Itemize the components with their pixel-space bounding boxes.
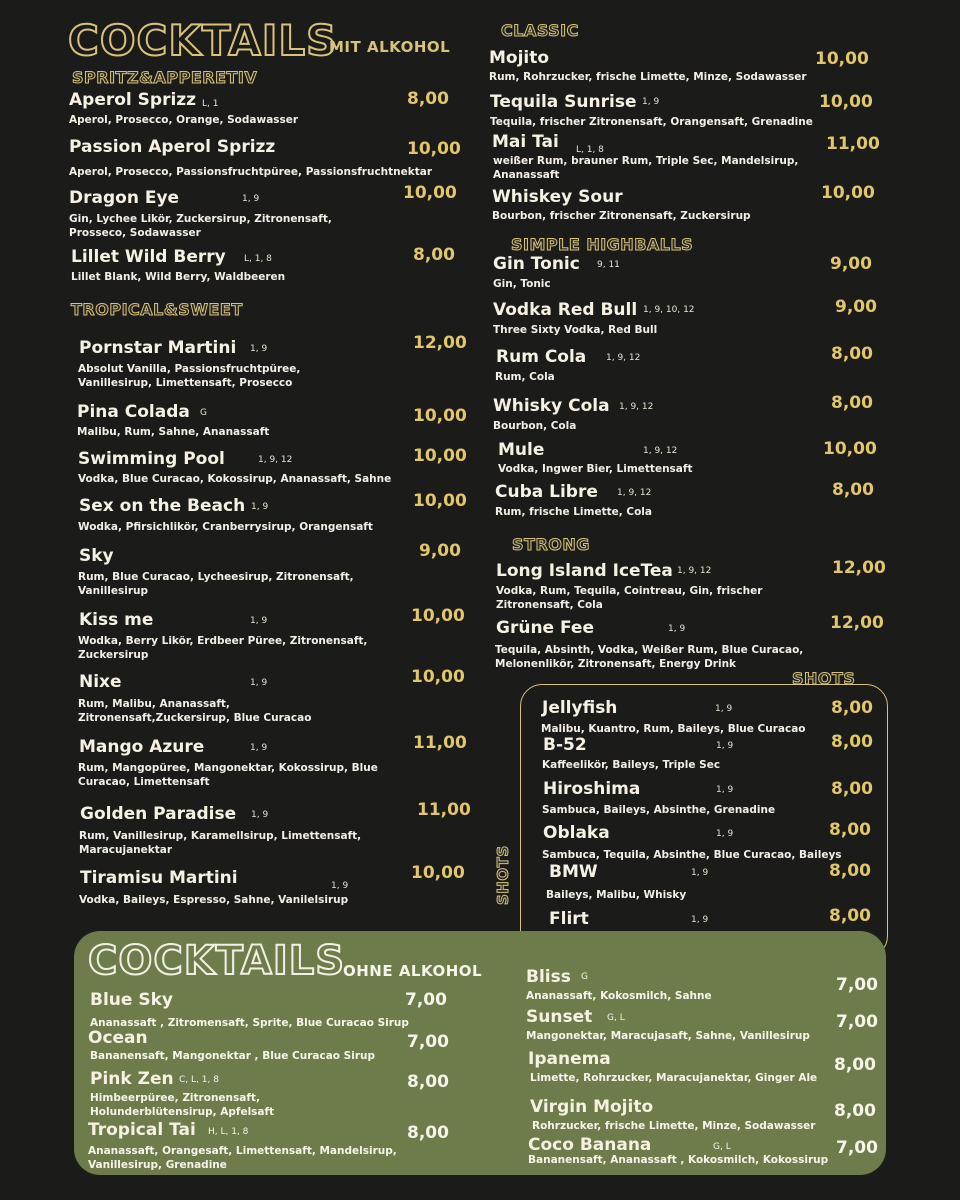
item-name: Ocean <box>88 1028 148 1048</box>
item-price: 8,00 <box>407 1072 449 1092</box>
item-name: BMW <box>549 862 598 882</box>
item-ingredients: Three Sixty Vodka, Red Bull <box>493 324 658 336</box>
item-ingredients: Bananensaft, Mangonektar , Blue Curacao Sirup <box>90 1050 375 1062</box>
item-name: Bliss <box>526 967 571 987</box>
item-ingredients: Bourbon, Cola <box>493 420 577 432</box>
item-ingredients: Mangonektar, Maracujasaft, Sahne, Vanillesirup <box>526 1030 810 1042</box>
item-name: Swimming Pool <box>78 449 225 469</box>
item-codes: 1, 9 <box>642 97 660 107</box>
item-price: 7,00 <box>836 975 878 995</box>
item-price: 10,00 <box>823 439 877 459</box>
item-price: 8,00 <box>834 1101 876 1121</box>
item-name: Tequila Sunrise <box>490 92 637 112</box>
item-codes: 1, 9 <box>668 624 686 634</box>
item-ingredients: Vodka, Ingwer Bier, Limettensaft <box>498 463 693 475</box>
item-codes: 1, 9, 12 <box>606 353 641 363</box>
menu-subtitle: MIT ALKOHOL <box>329 38 451 56</box>
item-ingredients: Lillet Blank, Wild Berry, Waldbeeren <box>71 271 286 283</box>
item-name: Nixe <box>79 672 122 692</box>
item-price: 7,00 <box>836 1138 878 1158</box>
item-codes: G, L <box>607 1013 625 1023</box>
item-ingredients: Gin, Lychee Likör, Zuckersirup, Zitronensaft, Prosseco, Sodawasser <box>69 213 332 239</box>
item-name: Long Island IceTea <box>496 561 673 581</box>
item-codes: 1, 9, 12 <box>677 566 712 576</box>
item-price: 8,00 <box>829 820 871 840</box>
item-codes: 1, 9, 12 <box>258 455 293 465</box>
item-price: 11,00 <box>413 733 467 753</box>
item-name: Cuba Libre <box>495 482 598 502</box>
item-name: Kiss me <box>79 610 154 630</box>
item-codes: 1, 9 <box>250 678 268 688</box>
item-ingredients: Ananassaft, Orangesaft, Limettensaft, Mandelsirup, Vanillesirup, Grenadine <box>88 1145 397 1171</box>
item-price: 9,00 <box>835 297 877 317</box>
item-ingredients: Malibu, Kuantro, Rum, Baileys, Blue Curacao <box>541 723 806 735</box>
item-price: 10,00 <box>403 183 457 203</box>
item-name: Whiskey Sour <box>492 187 623 207</box>
item-codes: 1, 9 <box>331 881 349 891</box>
item-codes: H, L, 1, 8 <box>208 1127 249 1137</box>
item-ingredients: Wodka, Pfirsichlikör, Cranberrysirup, Orangensaft <box>78 521 373 533</box>
item-price: 8,00 <box>831 779 873 799</box>
item-codes: 1, 9 <box>250 616 268 626</box>
item-ingredients: weißer Rum, brauner Rum, Triple Sec, Mandelsirup, Ananassaft <box>493 155 799 181</box>
item-name: Pornstar Martini <box>79 338 237 358</box>
item-ingredients: Bourbon, frischer Zitronensaft, Zuckersirup <box>492 210 751 222</box>
item-name: Mule <box>498 440 545 460</box>
alcohol-free-subtitle: OHNE ALKOHOL <box>343 962 483 980</box>
item-codes: 9, 11 <box>597 260 620 270</box>
item-codes: 1, 9 <box>716 785 734 795</box>
item-ingredients: Rum, Mangopüree, Mangonektar, Kokossirup, Blue Curacao, Limettensaft <box>78 762 378 788</box>
item-name: Whisky Cola <box>493 396 610 416</box>
section-spritz: SPRITZ&APPERETIV <box>72 68 258 87</box>
item-codes: L, 1 <box>202 99 219 109</box>
item-name: Vodka Red Bull <box>493 300 638 320</box>
item-price: 8,00 <box>831 344 873 364</box>
item-ingredients: Vodka, Baileys, Espresso, Sahne, Vanilelsirup <box>79 894 349 906</box>
item-price: 11,00 <box>417 800 471 820</box>
item-ingredients: Kaffeelikör, Baileys, Triple Sec <box>542 759 721 771</box>
item-name: Mojito <box>489 48 550 68</box>
item-price: 8,00 <box>831 393 873 413</box>
item-ingredients: Bananensaft, Ananassaft , Kokosmilch, Kokossirup <box>528 1154 829 1166</box>
item-price: 8,00 <box>829 861 871 881</box>
item-price: 10,00 <box>411 863 465 883</box>
item-codes: L, 1, 8 <box>244 254 272 264</box>
item-price: 8,00 <box>407 1123 449 1143</box>
item-name: Hiroshima <box>543 779 641 799</box>
item-price: 10,00 <box>411 667 465 687</box>
item-name: B-52 <box>543 735 587 755</box>
item-name: Blue Sky <box>90 990 173 1010</box>
item-ingredients: Limette, Rohrzucker, Maracujanektar, Ginger Ale <box>530 1072 818 1084</box>
item-ingredients: Rum, Cola <box>495 371 555 383</box>
item-name: Tiramisu Martini <box>80 868 238 888</box>
item-codes: G <box>581 972 588 982</box>
item-ingredients: Tequila, frischer Zitronensaft, Orangensaft, Grenadine <box>490 116 813 128</box>
item-ingredients: Aperol, Prosecco, Passionsfruchtpüree, Passionsfruchtnektar <box>69 166 433 178</box>
item-price: 7,00 <box>407 1032 449 1052</box>
section-highballs: SIMPLE HIGHBALLS <box>511 235 694 254</box>
item-ingredients: Rum, Rohrzucker, frische Limette, Minze, Sodawasser <box>489 71 807 83</box>
section-strong: STRONG <box>512 535 590 554</box>
item-ingredients: Aperol, Prosecco, Orange, Sodawasser <box>69 114 299 126</box>
item-price: 8,00 <box>832 480 874 500</box>
item-price: 10,00 <box>821 183 875 203</box>
item-price: 9,00 <box>419 541 461 561</box>
item-name: Ipanema <box>528 1049 611 1069</box>
item-price: 7,00 <box>836 1012 878 1032</box>
item-name: Golden Paradise <box>80 804 237 824</box>
item-price: 12,00 <box>832 558 886 578</box>
item-codes: C, L, 1, 8 <box>179 1075 219 1085</box>
item-codes: 1, 9 <box>251 810 269 820</box>
item-price: 12,00 <box>830 613 884 633</box>
item-name: Pina Colada <box>77 402 190 422</box>
item-ingredients: Wodka, Berry Likör, Erdbeer Püree, Zitronensaft, Zuckersirup <box>78 635 368 661</box>
item-name: Mai Tai <box>492 132 559 152</box>
section-classic: CLASSIC <box>501 21 579 40</box>
menu-title: COCKTAILS <box>68 16 338 65</box>
item-name: Sunset <box>526 1007 593 1027</box>
item-codes: 1, 9 <box>251 502 269 512</box>
item-name: Aperol Sprizz <box>69 90 197 110</box>
item-price: 8,00 <box>407 89 449 109</box>
item-name: Dragon Eye <box>69 188 180 208</box>
item-price: 10,00 <box>819 92 873 112</box>
item-name: Virgin Mojito <box>530 1097 654 1117</box>
item-codes: 1, 9, 10, 12 <box>643 305 695 315</box>
item-codes: 1, 9 <box>715 704 733 714</box>
item-name: Mango Azure <box>79 737 205 757</box>
item-price: 8,00 <box>413 245 455 265</box>
item-price: 8,00 <box>831 732 873 752</box>
item-codes: G, L <box>713 1142 731 1152</box>
item-ingredients: Ananassaft , Zitromensaft, Sprite, Blue Curacao Sirup <box>90 1017 409 1029</box>
section-shots: SHOTS <box>792 669 856 688</box>
item-price: 8,00 <box>829 906 871 926</box>
item-price: 10,00 <box>815 49 869 69</box>
item-ingredients: Sambuca, Baileys, Absinthe, Grenadine <box>542 804 776 816</box>
item-codes: 1, 9, 12 <box>617 488 652 498</box>
item-price: 8,00 <box>831 698 873 718</box>
item-codes: 1, 9 <box>250 344 268 354</box>
item-name: Oblaka <box>543 823 610 843</box>
item-name: Gin Tonic <box>493 254 580 274</box>
item-codes: 1, 9 <box>250 743 268 753</box>
item-price: 10,00 <box>413 446 467 466</box>
item-price: 8,00 <box>834 1055 876 1075</box>
item-ingredients: Tequila, Absinth, Vodka, Weißer Rum, Blue Curacao, Melonenlikör, Zitronensaft, Energy Drink <box>495 644 804 670</box>
item-codes: 1, 9, 12 <box>619 402 654 412</box>
item-ingredients: Sambuca, Tequila, Absinthe, Blue Curacao, Baileys <box>542 849 842 861</box>
item-codes: G <box>200 408 207 418</box>
item-ingredients: Vodka, Blue Curacao, Kokossirup, Ananassaft, Sahne <box>78 473 392 485</box>
item-name: Pink Zen <box>90 1069 174 1089</box>
item-price: 12,00 <box>413 333 467 353</box>
item-name: Sex on the Beach <box>79 496 246 516</box>
item-codes: 1, 9 <box>691 868 709 878</box>
item-price: 10,00 <box>411 606 465 626</box>
item-name: Rum Cola <box>496 347 587 367</box>
item-codes: L, 1, 8 <box>576 145 604 155</box>
item-ingredients: Baileys, Malibu, Whisky <box>546 889 687 901</box>
item-name: Sky <box>79 546 114 566</box>
item-price: 9,00 <box>830 254 872 274</box>
item-ingredients: Rum, frische Limette, Cola <box>495 506 652 518</box>
item-codes: 1, 9 <box>242 194 260 204</box>
item-name: Passion Aperol Sprizz <box>69 137 276 157</box>
item-ingredients: Rum, Vanillesirup, Karamellsirup, Limettensaft, Maracujanektar <box>79 830 362 856</box>
item-price: 7,00 <box>405 990 447 1010</box>
item-name: Jellyfish <box>542 698 618 718</box>
item-ingredients: Ananassaft, Kokosmilch, Sahne <box>526 990 712 1002</box>
alcohol-free-title: COCKTAILS <box>88 938 346 984</box>
item-price: 10,00 <box>413 491 467 511</box>
item-price: 11,00 <box>826 134 880 154</box>
item-name: Grüne Fee <box>496 618 594 638</box>
item-price: 10,00 <box>407 139 461 159</box>
item-ingredients: Rohrzucker, frische Limette, Minze, Sodawasser <box>532 1120 816 1132</box>
shots-side-label: SHOTS <box>494 845 512 905</box>
item-name: Coco Banana <box>528 1135 652 1155</box>
item-codes: 1, 9 <box>716 829 734 839</box>
item-ingredients: Malibu, Rum, Sahne, Ananassaft <box>77 426 270 438</box>
item-name: Tropical Tai <box>88 1120 196 1140</box>
item-name: Flirt <box>549 909 589 929</box>
item-codes: 1, 9 <box>691 915 709 925</box>
item-ingredients: Vodka, Rum, Tequila, Cointreau, Gin, frischer Zitronensaft, Cola <box>496 585 763 611</box>
item-price: 10,00 <box>413 406 467 426</box>
item-codes: 1, 9 <box>716 741 734 751</box>
item-codes: 1, 9, 12 <box>643 446 678 456</box>
section-tropical: TROPICAL&SWEET <box>71 300 243 319</box>
item-ingredients: Rum, Blue Curacao, Lycheesirup, Zitronensaft, Vanillesirup <box>78 571 354 597</box>
item-ingredients: Rum, Malibu, Ananassaft, Zitronensaft,Zuckersirup, Blue Curacao <box>78 698 312 724</box>
item-ingredients: Gin, Tonic <box>493 278 551 290</box>
item-ingredients: Himbeerpüree, Zitronensaft, Holunderblütensirup, Apfelsaft <box>90 1092 275 1118</box>
item-name: Lillet Wild Berry <box>71 247 226 267</box>
item-ingredients: Absolut Vanilla, Passionsfruchtpüree, Vanillesirup, Limettensaft, Prosecco <box>78 363 301 389</box>
